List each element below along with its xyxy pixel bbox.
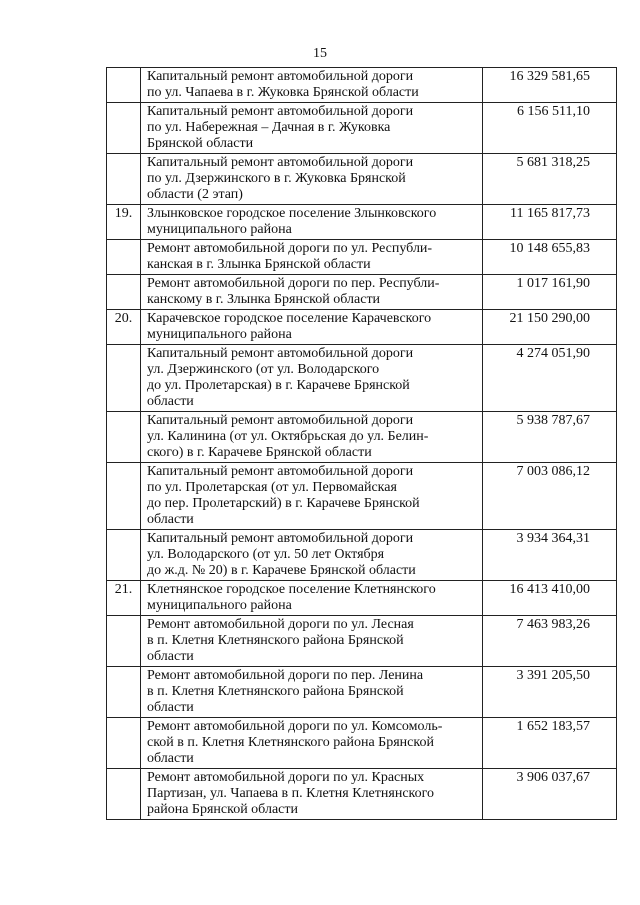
- table-row: [107, 463, 617, 530]
- row-name: Ремонт автомобильной дороги по ул. Комсомоль- ской в п. Клетня Клетнянского района Брянской области: [141, 718, 483, 769]
- row-name: Ремонт автомобильной дороги по ул. Красных Партизан, ул. Чапаева в п. Клетня Клетнянского района Брянской области: [141, 769, 483, 820]
- row-name: Капитальный ремонт автомобильной дороги по ул. Пролетарская (от ул. Первомайская до пер. Пролетарский) в г. Карачеве Брянской области: [141, 463, 483, 530]
- row-name: Капитальный ремонт автомобильной дороги по ул. Набережная – Дачная в г. Жуковка Брянской области: [141, 103, 483, 154]
- table-row: [107, 205, 617, 240]
- row-name: Злынковское городское поселение Злынковского муниципального района: [141, 205, 483, 240]
- row-name: Капитальный ремонт автомобильной дороги по ул. Дзержинского в г. Жуковка Брянской области (2 этап): [141, 154, 483, 205]
- row-amount: 6 156 511,10: [483, 103, 617, 154]
- row-number: [107, 240, 141, 275]
- row-name: Капитальный ремонт автомобильной дороги ул. Дзержинского (от ул. Володарского до ул. Пролетарская) в г. Карачеве Брянской области: [141, 345, 483, 412]
- row-name: Ремонт автомобильной дороги по ул. Республи- канская в г. Злынка Брянской области: [141, 240, 483, 275]
- table-row: [107, 310, 617, 345]
- row-number: [107, 412, 141, 463]
- page-number: 15: [313, 46, 327, 61]
- row-number: 20.: [107, 310, 141, 345]
- row-number: 19.: [107, 205, 141, 240]
- budget-table: [106, 67, 617, 820]
- row-number: [107, 68, 141, 103]
- table-row: [107, 530, 617, 581]
- table-row: [107, 275, 617, 310]
- row-amount: 16 329 581,65: [483, 68, 617, 103]
- row-name: Клетнянское городское поселение Клетнянского муниципального района: [141, 581, 483, 616]
- row-name: Ремонт автомобильной дороги по ул. Лесная в п. Клетня Клетнянского района Брянской области: [141, 616, 483, 667]
- row-number: [107, 463, 141, 530]
- row-amount: 5 681 318,25: [483, 154, 617, 205]
- table-body: [107, 68, 617, 820]
- row-number: [107, 718, 141, 769]
- row-amount: 3 906 037,67: [483, 769, 617, 820]
- table-row: [107, 718, 617, 769]
- row-amount: 21 150 290,00: [483, 310, 617, 345]
- row-name: Ремонт автомобильной дороги по пер. Республи- канскому в г. Злынка Брянской области: [141, 275, 483, 310]
- row-amount: 5 938 787,67: [483, 412, 617, 463]
- table-row: [107, 667, 617, 718]
- row-number: [107, 275, 141, 310]
- row-amount: 4 274 051,90: [483, 345, 617, 412]
- row-number: [107, 667, 141, 718]
- table-row: [107, 412, 617, 463]
- row-name: Капитальный ремонт автомобильной дороги по ул. Чапаева в г. Жуковка Брянской области: [141, 68, 483, 103]
- row-name: Ремонт автомобильной дороги по пер. Ленина в п. Клетня Клетнянского района Брянской области: [141, 667, 483, 718]
- row-amount: 11 165 817,73: [483, 205, 617, 240]
- row-amount: 10 148 655,83: [483, 240, 617, 275]
- row-number: [107, 769, 141, 820]
- row-amount: 1 652 183,57: [483, 718, 617, 769]
- row-number: [107, 154, 141, 205]
- row-name: Капитальный ремонт автомобильной дороги ул. Калинина (от ул. Октябрьская до ул. Белин- ского) в г. Карачеве Брянской области: [141, 412, 483, 463]
- row-amount: 7 003 086,12: [483, 463, 617, 530]
- table-row: [107, 769, 617, 820]
- table-row: [107, 68, 617, 103]
- row-amount: 16 413 410,00: [483, 581, 617, 616]
- table-row: [107, 103, 617, 154]
- table-row: [107, 154, 617, 205]
- row-number: 21.: [107, 581, 141, 616]
- row-number: [107, 345, 141, 412]
- row-amount: 3 934 364,31: [483, 530, 617, 581]
- row-name: Капитальный ремонт автомобильной дороги ул. Володарского (от ул. 50 лет Октября до ж.д. № 20) в г. Карачеве Брянской области: [141, 530, 483, 581]
- row-amount: 3 391 205,50: [483, 667, 617, 718]
- row-number: [107, 103, 141, 154]
- row-amount: 1 017 161,90: [483, 275, 617, 310]
- row-number: [107, 530, 141, 581]
- table-row: [107, 240, 617, 275]
- row-amount: 7 463 983,26: [483, 616, 617, 667]
- table-row: [107, 581, 617, 616]
- row-number: [107, 616, 141, 667]
- row-name: Карачевское городское поселение Карачевского муниципального района: [141, 310, 483, 345]
- table-row: [107, 345, 617, 412]
- table-row: [107, 616, 617, 667]
